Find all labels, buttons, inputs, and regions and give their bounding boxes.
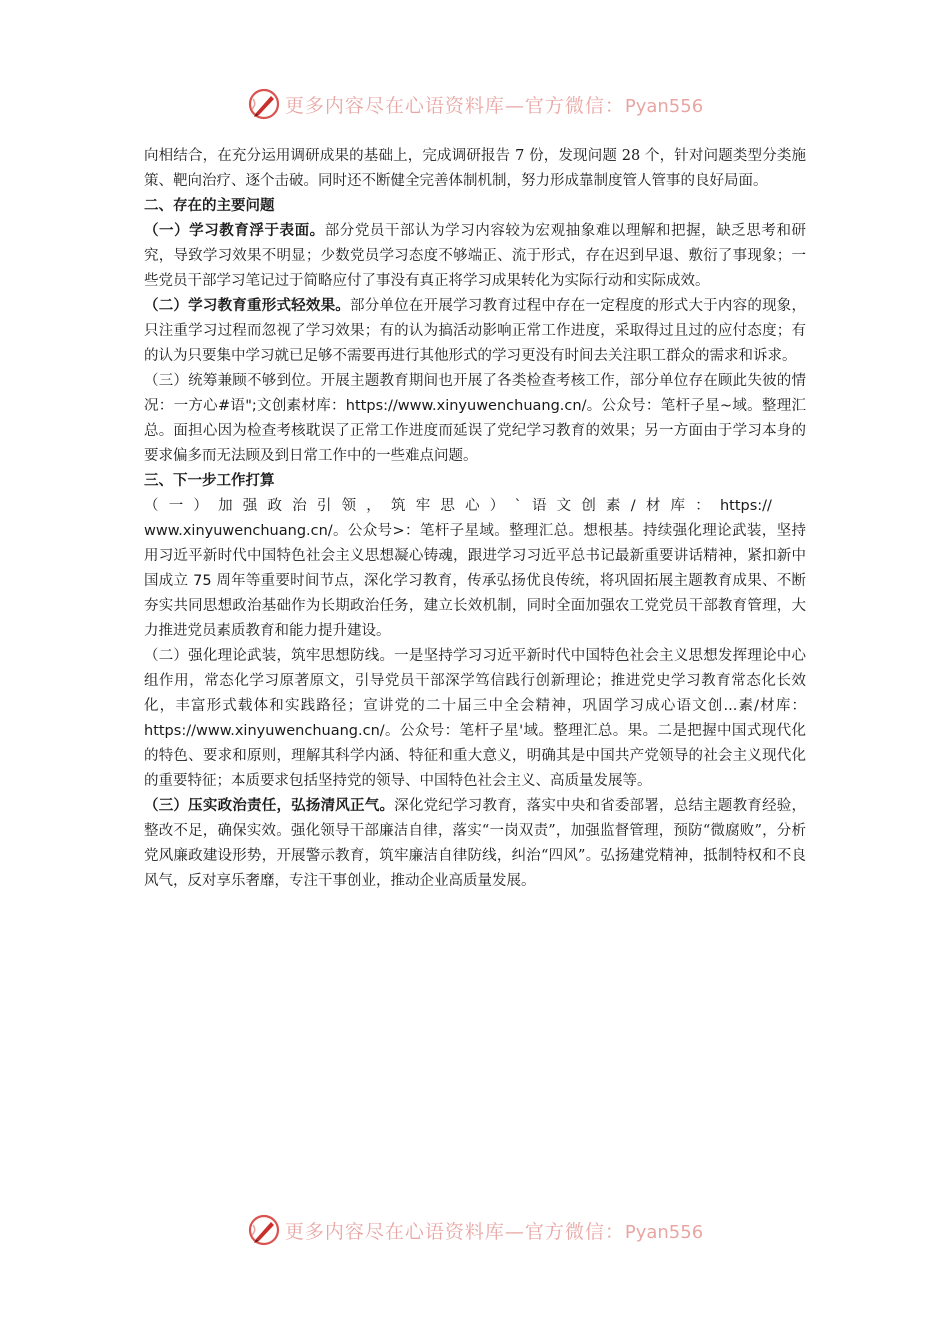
section-heading-problems: 二、存在的主要问题 bbox=[144, 198, 275, 214]
paragraph-problem-2 bbox=[144, 294, 806, 369]
paragraph-text: www.xinyuwenchuang.cn/。公众号>：笔杆子星域。整理汇总。想根基。持续强化理论武装，坚持用习近平新时代中国特色社会主义思想凝心铸魂，跟进学习习近平总书记最新重要讲话精神，紧扣新中国成立 75 周年等重要时间节点，深化学习教育，传承弘扬优良传统，将巩固拓展主题教育成果、不断夯实共同思想政治基础作为长期政治任务，建立长效机制，同时全面加强农工党党员干部教育管理，大力推进党员素质教育和能力提升建设。 bbox=[144, 523, 806, 639]
paragraph-plan-3 bbox=[144, 794, 806, 894]
paragraph-lead: （三）压实政治责任，弘扬清风正气。 bbox=[144, 798, 395, 814]
section-heading-next-steps: 三、下一步工作打算 bbox=[144, 473, 275, 489]
document-body bbox=[144, 144, 806, 894]
watermark-banner-bottom bbox=[0, 1208, 950, 1252]
watermark-wechat-id: Pyan556 bbox=[624, 95, 704, 117]
paragraph-text: 部分单位在开展学习教育过程中存在一定程度的形式大于内容的现象，只注重学习过程而忽视了学习效果；有的认为搞活动影响正常工作进度，采取得过且过的应付态度；有的认为只要集中学习就已足够不需要再进行其他形式的学习更没有时间去关注职工群众的需求和诉求。 bbox=[144, 298, 807, 364]
paragraph-url-start: https:// bbox=[719, 498, 772, 514]
paragraph-plan-2: （二）强化理论武装，筑牢思想防线。一是坚持学习习近平新时代中国特色社会主义思想发挥理论中心组作用，常态化学习原著原文，引导党员干部深学笃信践行创新理论；推进党史学习教育常态化长效化，丰富形式载体和实践路径；宣讲党的二十届三中全会精神，巩固学习成心语文创...素/材库：https://www.xinyuwenchuang.cn/。公众号：笔杆子星'域。整理汇总。果。二是把握中国式现代化的特色、要求和原则，理解其科学内涵、特征和重大意义，明确其是中国共产党领导的社会主义现代化的重要特征；本质要求包括坚持党的领导、中国特色社会主义、高质量发展等。 bbox=[144, 648, 806, 789]
paragraph-lead: （一）学习教育浮于表面。 bbox=[144, 223, 325, 239]
paragraph-spread-line: （一）加强政治引领，筑牢思心）`语文创素/材库： bbox=[144, 498, 720, 514]
quill-pen-logo-icon bbox=[247, 87, 281, 121]
watermark-wechat-id: Pyan556 bbox=[624, 1221, 704, 1243]
paragraph-problem-3: （三）统筹兼顾不够到位。开展主题教育期间也开展了各类检查考核工作，部分单位存在顾此失彼的情况：一方心#语";文创素材库：https://www.xinyuwenchuang.cn/。公众号：笔杆子星~域。整理汇总。面担心因为检查考核耽误了正常工作进度而延误了党纪学习教育的效果；另一方面由于学习本身的要求偏多而无法顾及到日常工作中的一些难点问题。 bbox=[144, 373, 806, 464]
watermark-text: 更多内容尽在心语资料库—官方微信：Pyan556 bbox=[284, 94, 704, 117]
watermark-banner-top bbox=[0, 82, 950, 126]
watermark-text: 更多内容尽在心语资料库—官方微信：Pyan556 bbox=[284, 1220, 704, 1243]
paragraph-text: 深化党纪学习教育，落实中央和省委部署，总结主题教育经验，整改不足，确保实效。强化领导干部廉洁自律，落实“一岗双责”，加强监督管理，预防“微腐败”，分析党风廉政建设形势，开展警示教育，筑牢廉洁自律防线，纠治“四风”。弘扬建党精神，抵制特权和不良风气，反对享乐奢靡，专注干事创业，推动企业高质量发展。 bbox=[144, 798, 806, 889]
quill-pen-logo-icon bbox=[247, 1213, 281, 1247]
paragraph-problem-1 bbox=[144, 219, 806, 294]
paragraph-plan-1 bbox=[144, 494, 806, 644]
paragraph-lead: （二）学习教育重形式轻效果。 bbox=[144, 298, 351, 314]
paragraph-text: 部分党员干部认为学习内容较为宏观抽象难以理解和把握，缺乏思考和研究，导致学习效果不明显；少数党员学习态度不够端正、流于形式，存在迟到早退、敷衍了事现象；一些党员干部学习笔记过于简略应付了事没有真正将学习成果转化为实际行动和实际成效。 bbox=[144, 223, 807, 289]
paragraph-intro: 向相结合，在充分运用调研成果的基础上，完成调研报告 7 份，发现问题 28 个，针对问题类型分类施策、靶向治疗、逐个击破。同时还不断健全完善体制机制，努力形成靠制度管人管事的良好局面。 bbox=[144, 148, 806, 189]
